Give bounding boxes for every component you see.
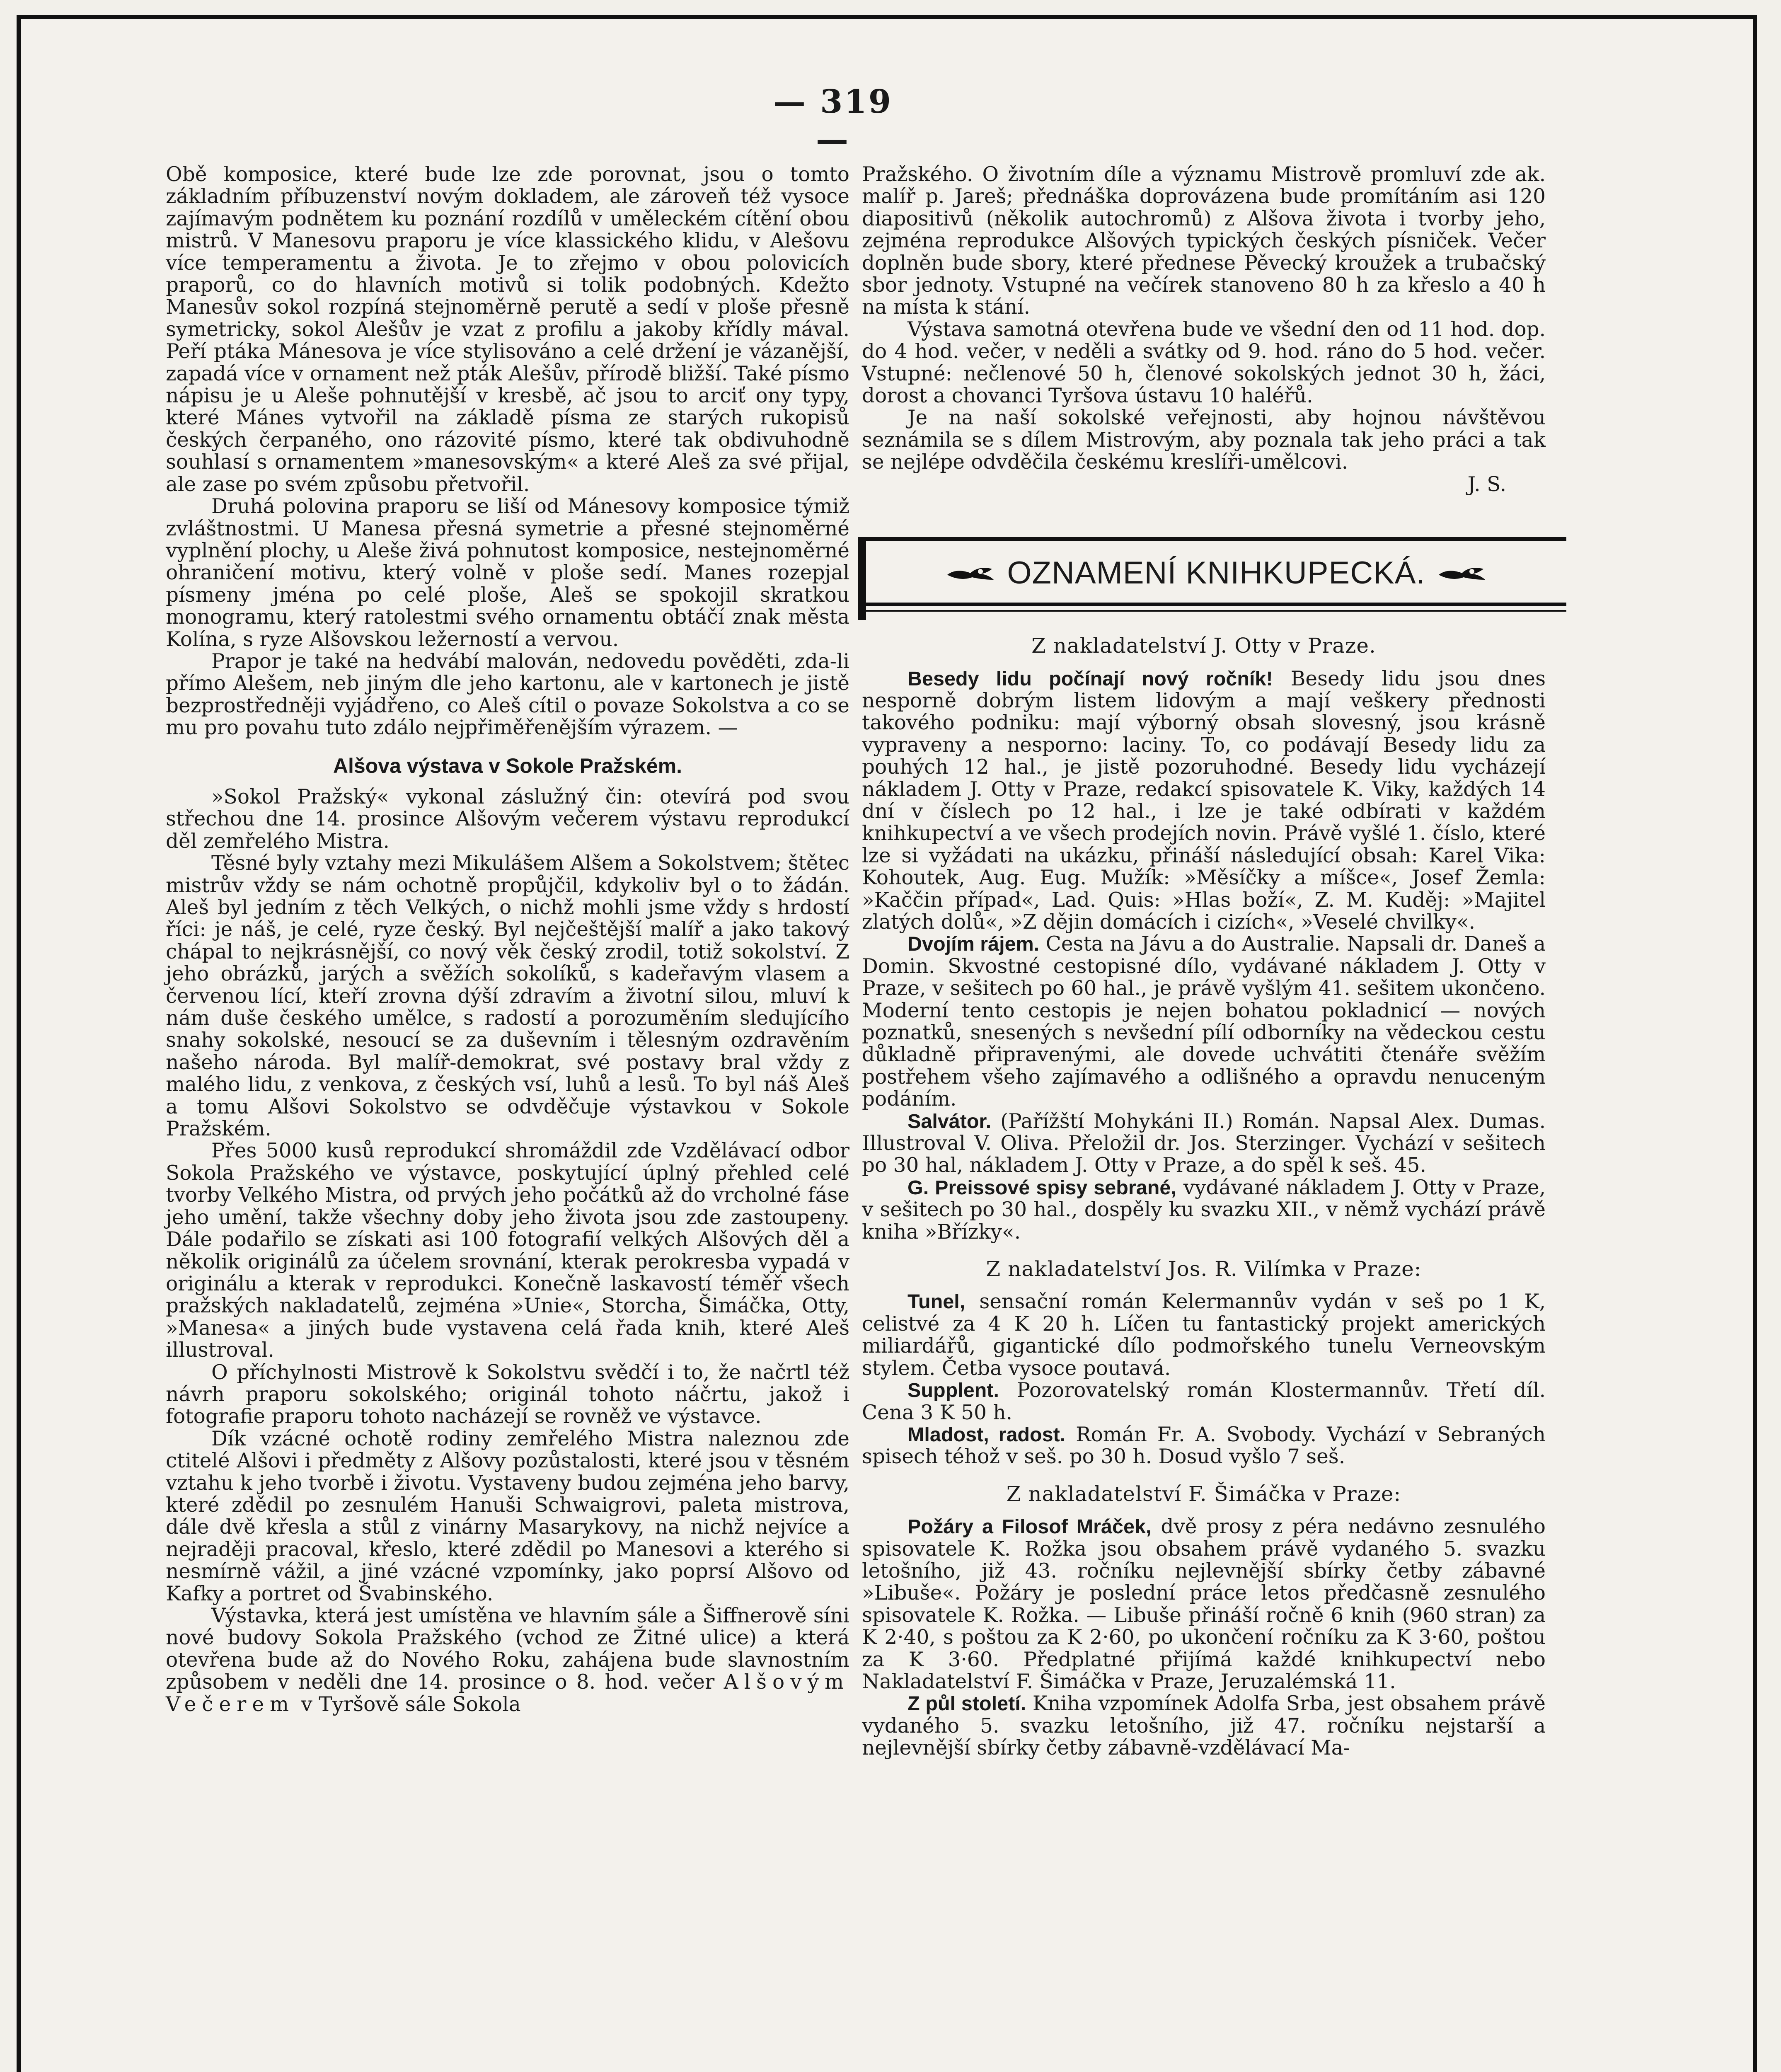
paragraph-text: v Tyršově sále Sokola	[301, 1692, 521, 1716]
entry-text: Román Fr. A. Svobody. Vychází v Sebraných spisech téhož v seš. po 30 h. Dosud vyšlo 7 seš.	[862, 1423, 1546, 1469]
entry-title: Salvátor.	[907, 1110, 992, 1133]
entry-title: Supplent.	[907, 1379, 999, 1402]
publisher-heading: Z nakladatelství J. Otty v Praze.	[1031, 634, 1376, 658]
list-item	[862, 1424, 1546, 1468]
paragraph: Je na naší sokolské veřejnosti, aby hojnou návštěvou seznámila se s dílem Mistrovým, aby poznala tak jeho práci a tak se nejlépe odvděčila českému kreslíři-umělcovi.	[862, 406, 1546, 474]
entry-title: Mladost, radost.	[907, 1423, 1066, 1446]
paragraph: Obě komposice, které bude lze zde porovnat, jsou o tomto základním příbuzenství novým dokladem, ale zároveň též vysoce zajímavým podnětem ku poznání rozdílů v uměleckém cítění obou mistrů. V Manesovu praporu je více klassického klidu, v Alešovu více temperamentu a života. Je to zřejmo v obou polovicích praporů, co do hlavních motivů si tolik podobných. Kdežto Manesův sokol rozpíná stejnoměrně perutě a sedí v ploše přesně symetricky, sokol Alešův je vzat z profilu a jakoby křídly mával. Peří ptáka Mánesova je více stylisováno a celé držení je vázanější, zapadá více v ornament než pták Alešův, přírodě bližší. Také písmo nápisu je u Aleše pohnutější v kresbě, ač jsou to arciť ony typy, které Mánes vytvořil na základě písma ze starých rukopisů českých čerpaného, ono rázovité písmo, které tak obdivuhodně souhlasí s ornamentem »manesovským« a které Aleš za své přijal, ale zase po svém způsobu přetvořil.	[166, 163, 849, 496]
entry-title: Dvojím rájem.	[907, 933, 1040, 956]
entry-title: Tunel,	[907, 1290, 966, 1313]
right-column	[862, 164, 1546, 1760]
entry-text: Cesta na Jávu a do Australie. Napsali dr. Daneš a Domin. Skvostné cestopisné dílo, vydávané nákladem J. Otty v Praze, v sešitech po 60 hal., je právě vyšlým 41. sešitem ukončeno. Moderní tento cestopis je nejen bohatou pokladnicí — nových poznatků, snesených s nevšední pílí odborníky na vědeckou cestu důkladně připravenými, ale dovede uchvátiti čtenáře svěžím postřehem všeho zajímavého a odlišného a opravdu nenuceným podáním.	[862, 932, 1546, 1111]
banner-rule	[866, 603, 1566, 606]
entry-text: vydávané nákladem J. Otty v Praze, v sešitech po 30 hal., dospěly ku svazku XII., v němž vychází právě kniha »Břízky«.	[862, 1176, 1546, 1244]
hand-ornament-icon	[1437, 561, 1487, 586]
list-item	[862, 1693, 1546, 1759]
list-item	[862, 1111, 1546, 1177]
paragraph: Těsné byly vztahy mezi Mikulášem Alšem a Sokolstvem; štětec mistrův vždy se nám ochotně propůjčil, kdykoliv byl o to žádán. Aleš byl jedním z těch Velkých, o nichž mohli jsme vždy s hrdostí říci: je náš, je celé, ryze český. Byl nejčeštější malíř a jako takový chápal to nejkrásnější, co nový věk český zrodil, totiž sokolství. Z jeho obrázků, jarých a svěžích sokolíků, s kadeřavým vlasem a červenou lící, kteří zrovna dýší zdravím a životní silou, mluví k nám duše českého umělce, s radostí a porozuměním sledujícího snahy sokolské, nesoucí se za duševním i tělesným ozdravěním našeho národa. Byl malíř-demokrat, své postavy bral vždy z malého lidu, z venkova, z českých vsí, luhů a lesů. To byl náš Aleš a tomu Alšovi Sokolstvo se odvděčuje výstavkou v Sokole Pražském.	[166, 852, 849, 1141]
paragraph: O příchylnosti Mistrově k Sokolstvu svědčí i to, že načrtl též návrh praporu sokolského; originál tohoto náčrtu, jakož i fotografie praporu tohoto nacházejí se rovněž ve výstavce.	[166, 1360, 849, 1428]
paragraph: Pražského. O životním díle a významu Mistrově promluví zde ak. malíř p. Jareš; přednáška doprovázena bude promítáním asi 120 diapositivů (několik autochromů) z Alšova života i tvorby jeho, zejména reprodukce Alšových typických českých písniček. Večer doplněn bude sbory, které přednese Pěvecký kroužek a trubačský sbor jednoty. Vstupné na večírek stanoveno 80 h za křeslo a 40 h na místa k stání.	[862, 163, 1546, 319]
announcements-banner	[858, 537, 1566, 620]
paragraph: Přes 5000 kusů reprodukcí shromáždil zde Vzdělávací odbor Sokola Pražského ve výstavce, poskytující úplný přehled celé tvorby Velkého Mistra, od prvých jeho počátků až do vrcholné fáse jeho umění, takže všechny doby jeho života jsou zde zastoupeny. Dále podařilo se získati asi 100 fotografií velkých Alšových děl a několik originálů za účelem srovnání, kterak perokresba vypadá v originálu a kterak v reprodukci. Konečně laskavostí téměř všech pražských nakladatelů, zejména »Unie«, Storcha, Šimáčka, Otty, »Manesa« a jiných bude vystavena celá řada knih, které Aleš illustroval.	[166, 1139, 849, 1362]
entry-text: sensační román Kelermannův vydán v seš po 1 K, celistvé za 4 K 20 h. Líčen tu fantastický projekt amerických miliardářů, gigantické dílo podmořského tunelu Verneovským stylem. Četba vysoce poutavá.	[862, 1290, 1546, 1380]
list-item	[862, 933, 1546, 1110]
paragraph: Dík vzácné ochotě rodiny zemřelého Mistra naleznou zde ctitelé Alšovi i předměty z Alšovy pozůstalosti, které jsou v těsném vztahu k jeho tvorbě i životu. Vystaveny budou zejména jeho barvy, které zdědil po zesnulém Hanuši Schwaigrovi, paleta mistrova, dále dvě křesla a stůl z vinárny Masarykovy, na nichž nejvíce a nejraději pracoval, křeslo, které zdědil po Manesovi a kterého si nesmírně vážil, a jiné vzácné vzpomínky, jako poprsí Alšovo od Kafky a portret od Švabinského.	[166, 1427, 849, 1605]
list-item	[862, 1291, 1546, 1380]
entry-title: Besedy lidu počínají nový ročník!	[907, 667, 1273, 690]
entry-text: Kniha vzpomínek Adolfa Srba, jest obsahem právě vydaného 5. svazku letošního, již 47. ročníku nejstarší a nejlevnější sbírky četby zábavně-vzdělávací Ma-	[862, 1692, 1546, 1760]
entry-text: (Pařížští Mohykáni II.) Román. Napsal Alex. Dumas. Illustroval V. Oliva. Přeložil dr. Jos. Sterzinger. Vychází v sešitech po 30 hal, nákladem J. Otty v Praze, a do spěl k seš. 45.	[862, 1109, 1546, 1177]
list-item	[862, 1516, 1546, 1693]
hand-ornament-icon	[946, 561, 995, 586]
banner-title: OZNAMENÍ KNIHKUPECKÁ.	[1007, 555, 1425, 591]
paragraph: Výstava samotná otevřena bude ve všední den od 11 hod. dop. do 4 hod. večer, v neděli a svátky od 9. hod. ráno do 5 hod. večer. Vstupné: nečlenové 50 h, členové sokolských jednot 30 h, žáci, dorost a chovanci Tyršova ústavu 10 haléřů.	[862, 317, 1546, 408]
paragraph: Prapor je také na hedvábí malován, nedovedu pověděti, zda-li přímo Alešem, neb jiným dle jeho kartonu, ale v kartonech je jistě bezprostředněji vyjádřeno, co Aleš cítil o povaze Sokolstva a co se mu pro povahu tuto zdálo nejpřiměřenějším výrazem. —	[166, 649, 849, 740]
page-number: — 319 —	[773, 83, 893, 158]
banner-inner	[866, 550, 1566, 596]
left-column	[166, 164, 849, 1716]
list-item	[862, 668, 1546, 934]
entry-title: G. Preissové spisy sebrané,	[907, 1176, 1176, 1199]
paragraph: »Sokol Pražský« vykonal záslužný čin: otevírá pod svou střechou dne 14. prosince Alšovým večerem výstavu reprodukcí děl zemřelého Mistra.	[166, 785, 849, 853]
paragraph-continues	[166, 1605, 849, 1716]
paragraph-text: Výstavka, která jest umístěna ve hlavním sále a Šiffnerově síni nové budovy Sokola Pražského (vchod ze Žitné ulice) a která otevřena bude až do Nového Roku, zahájena bude slavnostním způsobem v neděli dne 14. prosince o 8. hod. večer	[166, 1604, 849, 1694]
publisher-heading: Z nakladatelství F. Šimáčka v Praze:	[1006, 1481, 1401, 1506]
entry-title: Z půl století.	[907, 1692, 1026, 1715]
section-heading: Alšova výstava v Sokole Pražském.	[333, 754, 682, 777]
entry-text: Besedy lidu jsou dnes nesporně dobrým listem lidovým a mají veškery přednosti takového podniku: mají výborný obsah slovesný, jsou krásně vypraveny a nesporno: laciny. To, co podávají Besedy lidu za pouhých 12 hal., je jistě pozoruhodné. Besedy lidu vycházejí nákladem J. Otty v Praze, redakcí spisovatele K. Viky, každých 14 dní v číslech po 12 hal., i lze je také odbírati v každém knihkupectví a ve všech prodejích novin. Právě vyšlé 1. číslo, které lze si vyžádati na ukázku, přináší následující obsah: Karel Vika: Kohoutek, Aug. Eug. Mužík: »Měsíčky a míšce«, Josef Žemla: »Kaččin případ«, Lad. Quis: »Hlas boží«, Z. M. Kuděj: »Majitel zlatých dolů«, »Z dějin domácích i cizích«, »Veselé chvilky«.	[862, 667, 1546, 934]
publisher-heading: Z nakladatelství Jos. R. Vilímka v Praze:	[986, 1257, 1422, 1281]
signature: J. S.	[1467, 472, 1506, 496]
banner-rule	[866, 610, 1566, 612]
paragraph: Druhá polovina praporu se liší od Mánesovy komposice týmiž zvláštnostmi. U Manesa přesná symetrie a přesné stejnoměrné vyplnění plochy, u Aleše živá pohnutost komposice, nestejnoměrné ohraničení motivu, který volně v ploše sedí. Manes rozepjal písmeny jména po celé ploše, Aleš se spokojil skratkou monogramu, který ratolestmi svého ornamentu obtáčí znak města Kolína, s ryze Alšovskou ležerností a vervou.	[166, 495, 849, 651]
list-item	[862, 1380, 1546, 1424]
list-item	[862, 1177, 1546, 1243]
entry-text: dvě prosy z péra nedávno zesnulého spisovatele K. Rožka jsou obsahem právě vydaného 5. svazku letošního, již 43. ročníku nejlevnější sbírky četby zábavné »Libuše«. Požáry je poslední práce letos předčasně zesnulého spisovatele K. Rožka. — Libuše přináší ročně 6 knih (960 stran) za K 2·40, s poštou za K 2·60, po ukončení ročníku za K 3·60, poštou za K 3·60. Předplatné přijímá každé knihkupectví nebo Nakladatelství F. Šimáčka v Praze, Jeruzalémská 11.	[862, 1515, 1546, 1693]
spaced-text: Alšovým Večerem	[166, 1670, 849, 1716]
entry-title: Požáry a Filosof Mráček,	[907, 1515, 1152, 1538]
entry-text: Pozorovatelský román Klostermannův. Třetí díl. Cena 3 K 50 h.	[862, 1379, 1546, 1424]
